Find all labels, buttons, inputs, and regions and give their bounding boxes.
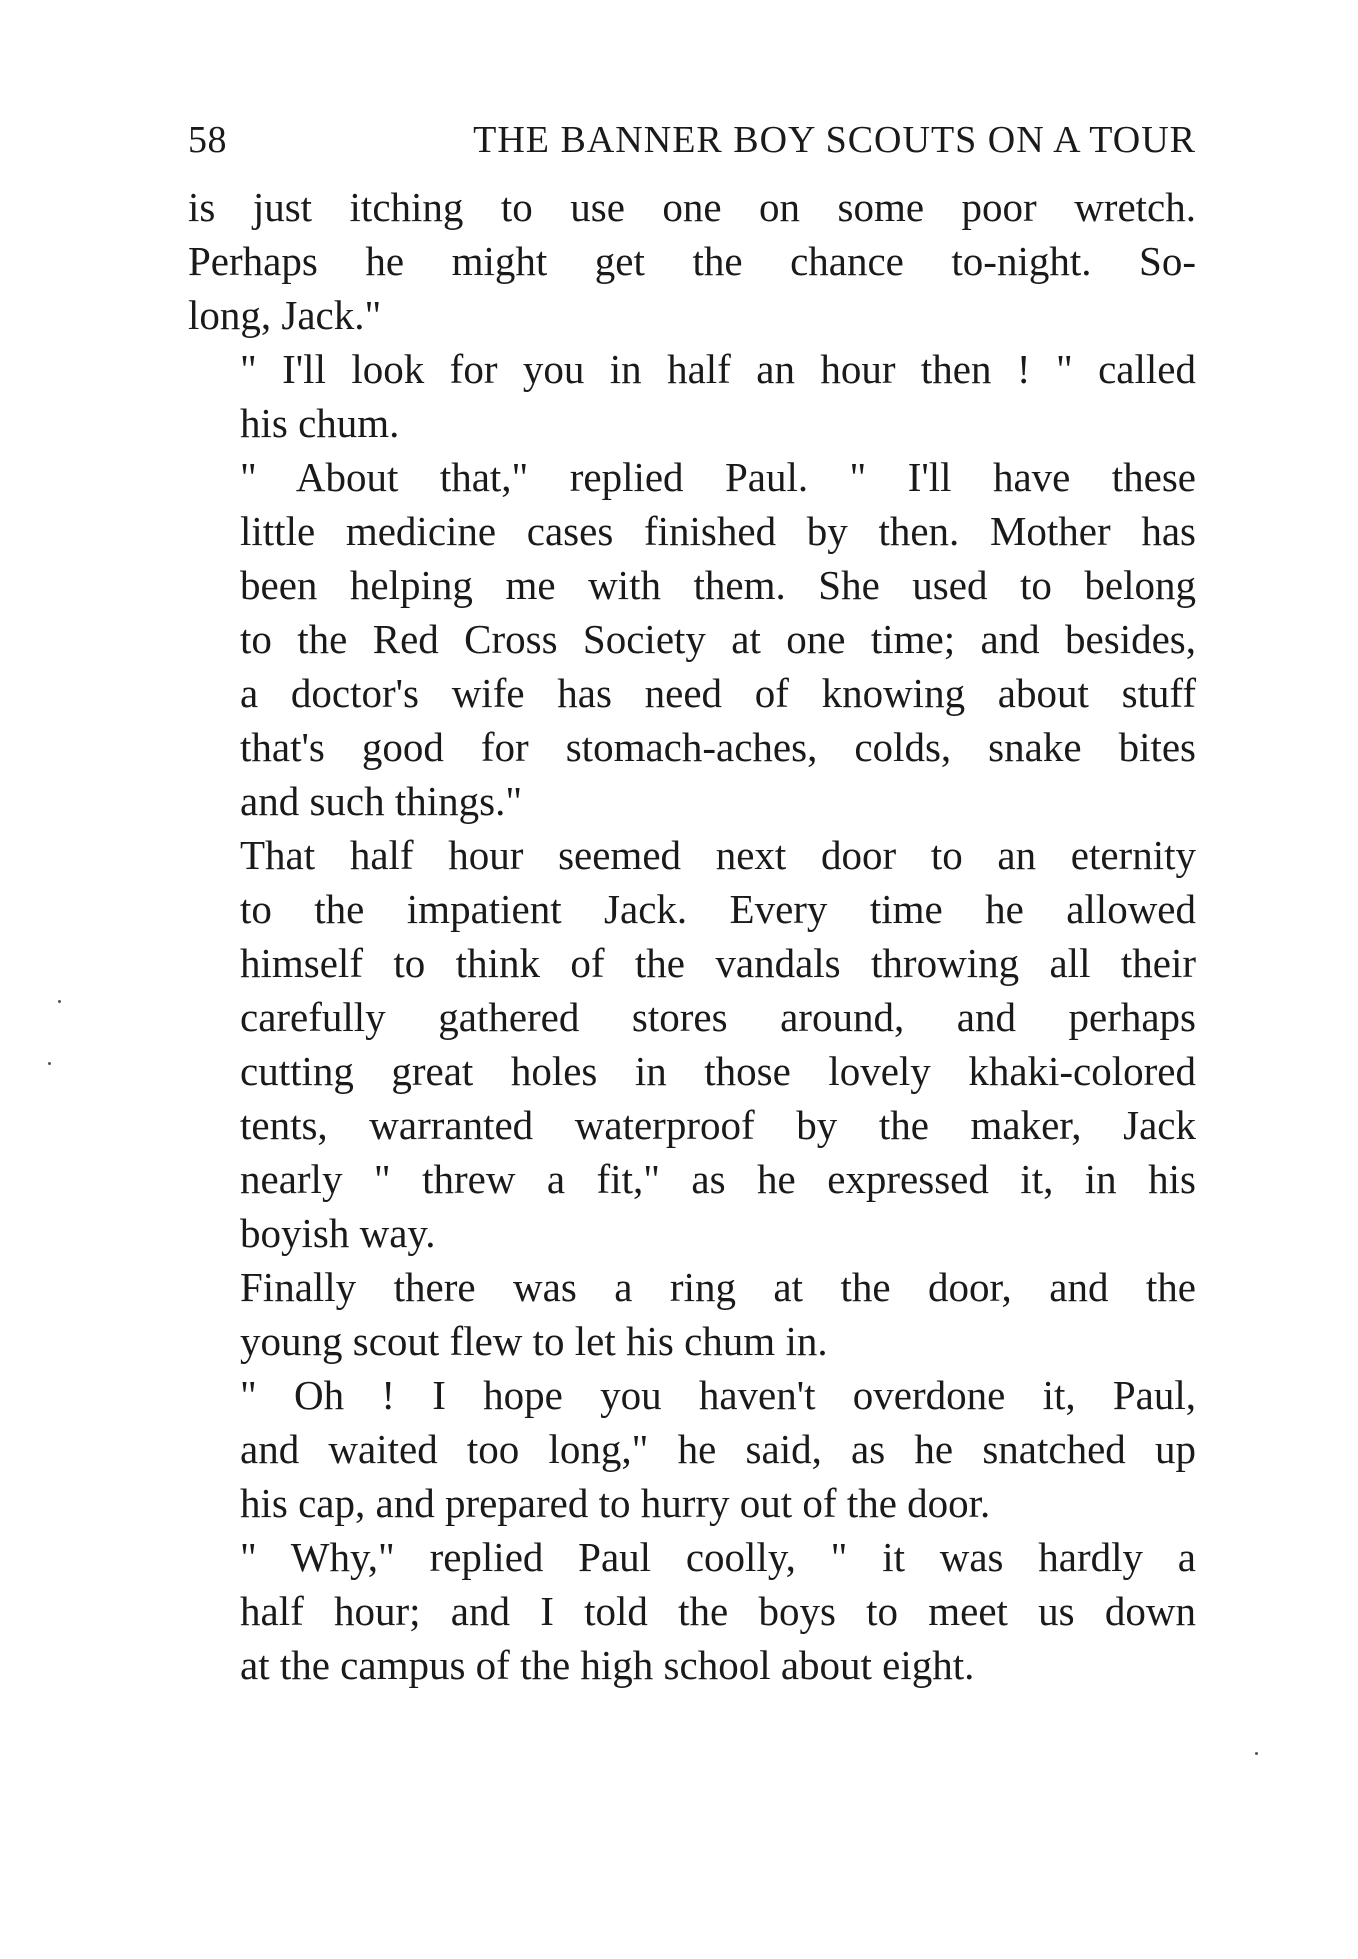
running-header — [188, 110, 1196, 170]
text-line: young scout flew to let his chum in. — [240, 1318, 828, 1364]
text-line: " I'll look for you in half an hour then ! " called — [240, 346, 1196, 392]
text-line: carefully gathered stores around, and perhaps — [240, 994, 1196, 1040]
text-line: that's good for stomach-aches, colds, snake bites — [240, 724, 1196, 770]
text-line: and waited too long," he said, as he snatched up — [240, 1426, 1196, 1472]
text-line: half hour; and I told the boys to meet us down — [240, 1588, 1196, 1634]
scan-speck — [1255, 1752, 1258, 1755]
scan-speck — [58, 1000, 61, 1003]
text-line: at the campus of the high school about eight. — [240, 1642, 975, 1688]
paragraph — [188, 450, 1196, 828]
text-line: is just itching to use one on some poor wretch. — [188, 184, 1196, 230]
text-line: been helping me with them. She used to belong — [240, 562, 1196, 608]
body-text — [188, 180, 1196, 1692]
text-line: That half hour seemed next door to an eternity — [240, 832, 1196, 878]
text-line: himself to think of the vandals throwing all their — [240, 940, 1196, 986]
text-line: a doctor's wife has need of knowing about stuff — [240, 670, 1196, 716]
paragraph — [188, 180, 1196, 342]
text-line: little medicine cases finished by then. Mother has — [240, 508, 1196, 554]
running-title: THE BANNER BOY SCOUTS ON A TOUR — [473, 119, 1196, 161]
text-line: his chum. — [240, 400, 400, 446]
text-line: " Oh ! I hope you haven't overdone it, Paul, — [240, 1372, 1196, 1418]
text-line: " Why," replied Paul coolly, " it was hardly a — [240, 1534, 1196, 1580]
text-line: cutting great holes in those lovely khaki-colored — [240, 1048, 1196, 1094]
page-number: 58 — [188, 119, 227, 161]
text-line: tents, warranted waterproof by the maker, Jack — [240, 1102, 1196, 1148]
paragraph — [188, 1368, 1196, 1530]
text-line: long, Jack." — [188, 292, 382, 338]
paragraph — [188, 342, 1196, 450]
text-line: nearly " threw a fit," as he expressed it, in his — [240, 1156, 1196, 1202]
text-line: " About that," replied Paul. " I'll have these — [240, 454, 1196, 500]
text-line: boyish way. — [240, 1210, 436, 1256]
book-page — [188, 110, 1196, 1692]
scan-speck — [48, 1062, 51, 1065]
text-line: to the impatient Jack. Every time he allowed — [240, 886, 1196, 932]
text-line: Perhaps he might get the chance to-night. So- — [188, 238, 1196, 284]
paragraph — [188, 828, 1196, 1260]
text-line: and such things." — [240, 778, 523, 824]
paragraph — [188, 1530, 1196, 1692]
text-line: to the Red Cross Society at one time; and besides, — [240, 616, 1196, 662]
text-line: Finally there was a ring at the door, and the — [240, 1264, 1196, 1310]
text-line: his cap, and prepared to hurry out of the door. — [240, 1480, 991, 1526]
paragraph — [188, 1260, 1196, 1368]
